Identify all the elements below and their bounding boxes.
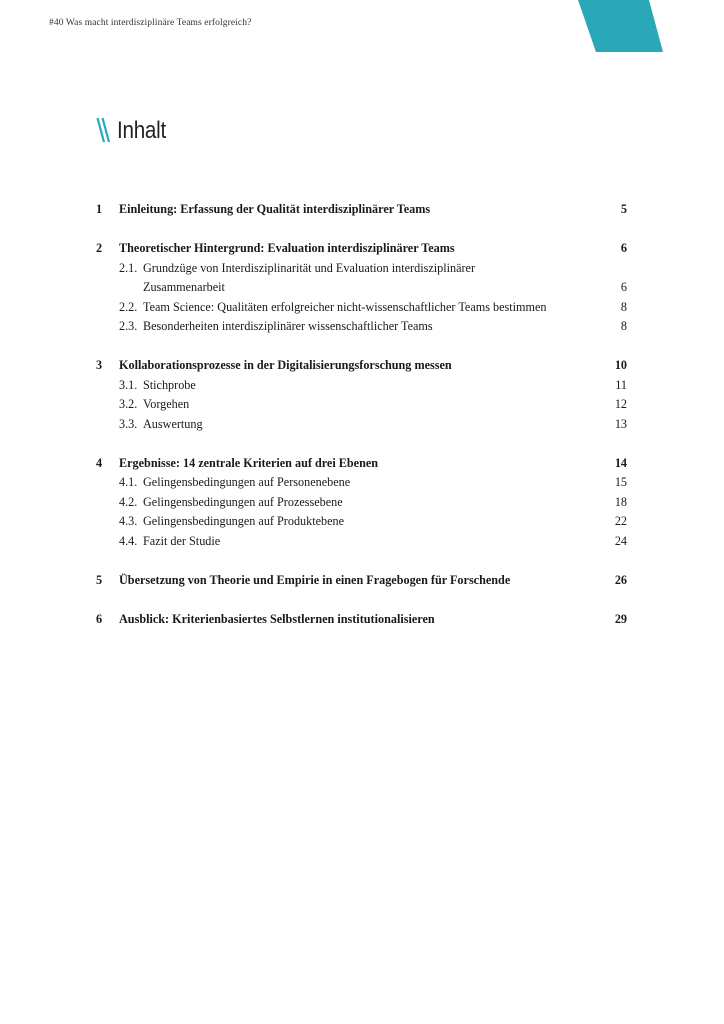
section-title: Gelingensbedingungen auf Prozessebene bbox=[143, 494, 343, 509]
toc-entry[interactable] bbox=[96, 239, 627, 259]
section-number: 2.2. bbox=[119, 299, 138, 314]
toc-chapter bbox=[96, 454, 627, 552]
toc-subentry[interactable] bbox=[96, 298, 627, 318]
section-title: Auswertung bbox=[143, 416, 203, 431]
section-page: 15 bbox=[614, 475, 627, 489]
toc-subentry[interactable] bbox=[96, 512, 627, 532]
double-slash-icon bbox=[96, 117, 112, 143]
chapter-title: Kollaborationsprozesse in der Digitalisierungsforschung messen bbox=[119, 358, 452, 372]
toc-heading bbox=[96, 113, 174, 143]
chapter-title: Ausblick: Kriterienbasiertes Selbstlernen institutionalisieren bbox=[119, 611, 435, 626]
toc-chapter bbox=[96, 571, 627, 591]
section-title-line2: Zusammenarbeit bbox=[143, 280, 225, 294]
section-title: Gelingensbedingungen auf Produktebene bbox=[143, 514, 345, 528]
toc-subentry[interactable] bbox=[96, 493, 627, 513]
toc-entry[interactable] bbox=[96, 571, 627, 591]
chapter-number: 2 bbox=[96, 241, 103, 255]
chapter-number: 3 bbox=[96, 358, 103, 372]
toc-entry[interactable] bbox=[96, 610, 627, 630]
section-title: Stichprobe bbox=[143, 377, 196, 392]
section-page: 22 bbox=[614, 514, 627, 528]
chapter-title: Ergebnisse: 14 zentrale Kriterien auf drei Ebenen bbox=[119, 455, 379, 470]
toc-subentry[interactable] bbox=[96, 532, 627, 552]
chapter-title: Einleitung: Erfassung der Qualität interdisziplinärer Teams bbox=[119, 202, 431, 216]
section-title: Fazit der Studie bbox=[143, 533, 221, 548]
section-page: 8 bbox=[620, 319, 627, 333]
section-title: Gelingensbedingungen auf Personenebene bbox=[143, 475, 351, 489]
section-number: 2.3. bbox=[119, 319, 138, 333]
toc-chapter bbox=[96, 610, 627, 630]
section-page: 12 bbox=[614, 397, 627, 411]
teal-parallelogram-icon bbox=[576, 0, 666, 54]
running-head: #40 Was macht interdisziplinäre Teams erfolgreich? bbox=[49, 18, 252, 28]
section-page: 18 bbox=[614, 494, 627, 509]
section-number: 4.1. bbox=[119, 475, 138, 489]
section-number: 4.3. bbox=[119, 514, 138, 528]
toc-chapter bbox=[96, 200, 627, 220]
section-number: 4.2. bbox=[119, 494, 138, 509]
chapter-page: 6 bbox=[620, 241, 627, 255]
toc-subentry[interactable] bbox=[96, 395, 627, 415]
chapter-page: 14 bbox=[614, 455, 627, 470]
chapter-page: 5 bbox=[620, 202, 627, 216]
section-title bbox=[143, 259, 607, 298]
chapter-title: Übersetzung von Theorie und Empirie in einen Fragebogen für Forschende bbox=[119, 572, 511, 587]
section-title: Vorgehen bbox=[143, 397, 190, 411]
toc-subentry[interactable] bbox=[96, 259, 627, 298]
chapter-page: 29 bbox=[614, 611, 627, 626]
section-number: 3.3. bbox=[119, 416, 138, 431]
toc-subentry[interactable] bbox=[96, 317, 627, 337]
section-page: 11 bbox=[615, 377, 627, 392]
section-title-line1: Grundzüge von Interdisziplinarität und Evaluation interdisziplinärer bbox=[143, 260, 476, 275]
chapter-page: 10 bbox=[614, 358, 627, 372]
section-number: 3.1. bbox=[119, 377, 138, 392]
section-page: 13 bbox=[614, 416, 627, 431]
table-of-contents bbox=[96, 200, 627, 649]
chapter-number: 1 bbox=[96, 202, 103, 216]
chapter-number: 6 bbox=[96, 611, 103, 626]
toc-subentry[interactable] bbox=[96, 415, 627, 435]
toc-subentry[interactable] bbox=[96, 473, 627, 493]
section-number: 3.2. bbox=[119, 397, 138, 411]
section-page: 8 bbox=[620, 299, 627, 314]
chapter-number: 5 bbox=[96, 572, 103, 587]
section-number: 2.1. bbox=[119, 260, 138, 275]
chapter-title: Theoretischer Hintergrund: Evaluation interdisziplinärer Teams bbox=[119, 241, 455, 255]
section-number: 4.4. bbox=[119, 533, 138, 548]
chapter-number: 4 bbox=[96, 455, 103, 470]
toc-entry[interactable] bbox=[96, 356, 627, 376]
section-page: 24 bbox=[614, 533, 627, 548]
page-title: Inhalt bbox=[117, 117, 166, 144]
toc-chapter bbox=[96, 239, 627, 337]
toc-entry[interactable] bbox=[96, 200, 627, 220]
toc-chapter bbox=[96, 356, 627, 434]
section-title: Besonderheiten interdisziplinärer wissenschaftlicher Teams bbox=[143, 319, 433, 333]
section-page: 6 bbox=[620, 280, 627, 294]
chapter-page: 26 bbox=[614, 572, 627, 587]
toc-subentry[interactable] bbox=[96, 376, 627, 396]
toc-entry[interactable] bbox=[96, 454, 627, 474]
section-title: Team Science: Qualitäten erfolgreicher nicht-wissenschaftlicher Teams bestimmen bbox=[143, 299, 547, 314]
